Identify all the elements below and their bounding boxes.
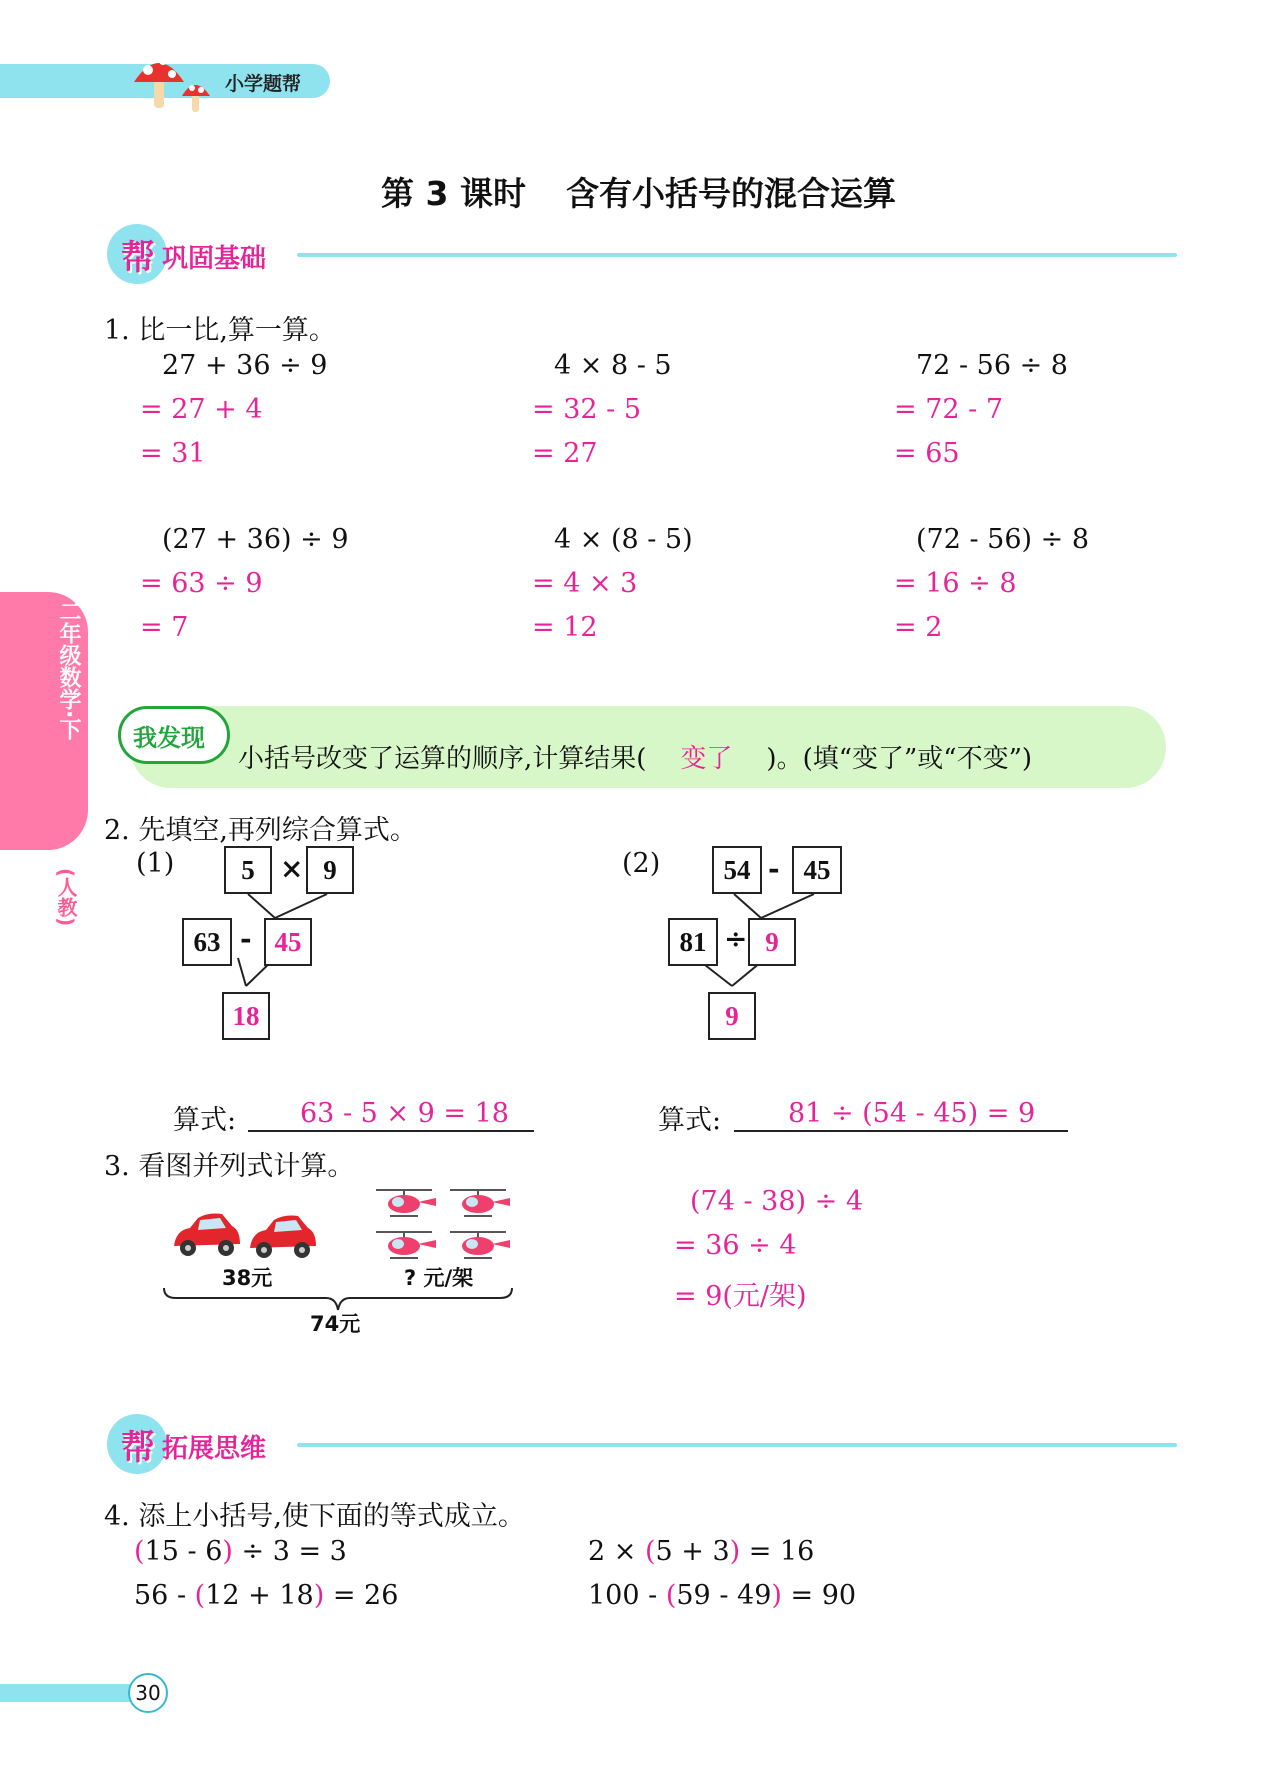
section-header-extension — [107, 1414, 1177, 1474]
section-title: 拓展思维 — [162, 1434, 267, 1464]
tree-box-answer: 9 — [708, 992, 756, 1040]
q1-expr: 27 + 36 ÷ 9 — [162, 350, 328, 381]
car-icon — [168, 1208, 320, 1266]
formula-line — [734, 1130, 1068, 1132]
discover-answer: 变了 — [680, 744, 733, 774]
section-divider — [297, 253, 1177, 257]
q1-step: = 63 ÷ 9 — [140, 568, 263, 599]
tree-box: 45 — [792, 846, 842, 894]
section-divider — [297, 1443, 1177, 1447]
q4-equation: 56 - (12 + 18) = 26 — [134, 1580, 399, 1611]
bang-glyph: 帮 — [121, 238, 155, 278]
discover-text: 小括号改变了运算的顺序,计算结果( 变了 )。(填“变了”或“不变”) — [238, 738, 1032, 775]
page-number: 30 — [128, 1673, 168, 1713]
formula-label: 算式: — [173, 1105, 237, 1136]
q3-prompt: 3. 看图并列式计算。 — [104, 1151, 355, 1182]
q2-part-label: (2) — [622, 848, 661, 879]
side-tab-edition: (人教) — [54, 868, 78, 927]
formula-line — [248, 1130, 534, 1132]
q1-step: = 12 — [532, 612, 598, 643]
q4-equation: 100 - (59 - 49) = 90 — [588, 1580, 857, 1611]
section-title: 巩固基础 — [162, 244, 267, 274]
mushroom-icon — [130, 44, 220, 116]
tree-box-answer: 18 — [222, 992, 270, 1040]
brand-label: 小学题帮 — [225, 73, 302, 95]
formula-answer: 81 ÷ (54 - 45) = 9 — [788, 1098, 1036, 1129]
cars-price: 38元 — [222, 1266, 273, 1290]
tree-box: 54 — [712, 846, 762, 894]
q1-step: = 65 — [894, 438, 960, 469]
q1-step: = 32 - 5 — [532, 394, 642, 425]
q1-step: = 72 - 7 — [894, 394, 1004, 425]
q3-step: = 36 ÷ 4 — [674, 1230, 797, 1261]
tree-box: 81 — [668, 918, 718, 966]
q4-prompt: 4. 添上小括号,使下面的等式成立。 — [104, 1501, 525, 1532]
q1-step: = 27 — [532, 438, 598, 469]
tree-box: 5 — [224, 846, 272, 894]
page-title — [0, 168, 1277, 215]
tree-box-answer: 9 — [748, 918, 796, 966]
q1-expr: 4 × (8 - 5) — [554, 524, 693, 555]
q3-step: (74 - 38) ÷ 4 — [690, 1186, 864, 1217]
lesson-label: 第 3 课时 — [381, 174, 526, 213]
q1-step: = 27 + 4 — [140, 394, 263, 425]
q1-step: = 31 — [140, 438, 206, 469]
q1-expr: 72 - 56 ÷ 8 — [916, 350, 1068, 381]
q3-step: = 9(元/架) — [674, 1281, 807, 1312]
tree-operator: × — [280, 852, 304, 885]
side-tab-label: 二年级数学·下 — [56, 600, 81, 741]
helicopter-icon — [374, 1186, 514, 1268]
tree-operator: - — [768, 852, 780, 885]
q1-expr: 4 × 8 - 5 — [554, 350, 672, 381]
q1-step: = 4 × 3 — [532, 568, 638, 599]
bang-glyph: 帮 — [121, 1428, 155, 1468]
tree-box-answer: 45 — [264, 918, 312, 966]
q1-expr: (27 + 36) ÷ 9 — [162, 524, 349, 555]
discover-badge: 我发现 — [118, 706, 230, 764]
tree-box: 63 — [182, 918, 232, 966]
tree-box: 9 — [306, 846, 354, 894]
q1-step: = 7 — [140, 612, 189, 643]
formula-label: 算式: — [658, 1105, 722, 1136]
formula-answer: 63 - 5 × 9 = 18 — [300, 1098, 509, 1129]
q4-equation: (15 - 6) ÷ 3 = 3 — [134, 1536, 347, 1567]
total-price: 74元 — [310, 1312, 361, 1336]
lesson-topic: 含有小括号的混合运算 — [565, 174, 896, 213]
q2-part-label: (1) — [136, 848, 175, 879]
q1-prompt: 1. 比一比,算一算。 — [104, 315, 336, 346]
tree-operator: ÷ — [724, 922, 748, 955]
q1-expr: (72 - 56) ÷ 8 — [916, 524, 1090, 555]
q2-prompt: 2. 先填空,再列综合算式。 — [104, 815, 417, 846]
tree-operator: - — [240, 922, 252, 955]
plane-price: ? 元/架 — [404, 1266, 474, 1290]
q4-equation: 2 × (5 + 3) = 16 — [588, 1536, 815, 1567]
q1-step: = 2 — [894, 612, 943, 643]
q1-step: = 16 ÷ 8 — [894, 568, 1017, 599]
section-header-basics — [107, 224, 1177, 284]
